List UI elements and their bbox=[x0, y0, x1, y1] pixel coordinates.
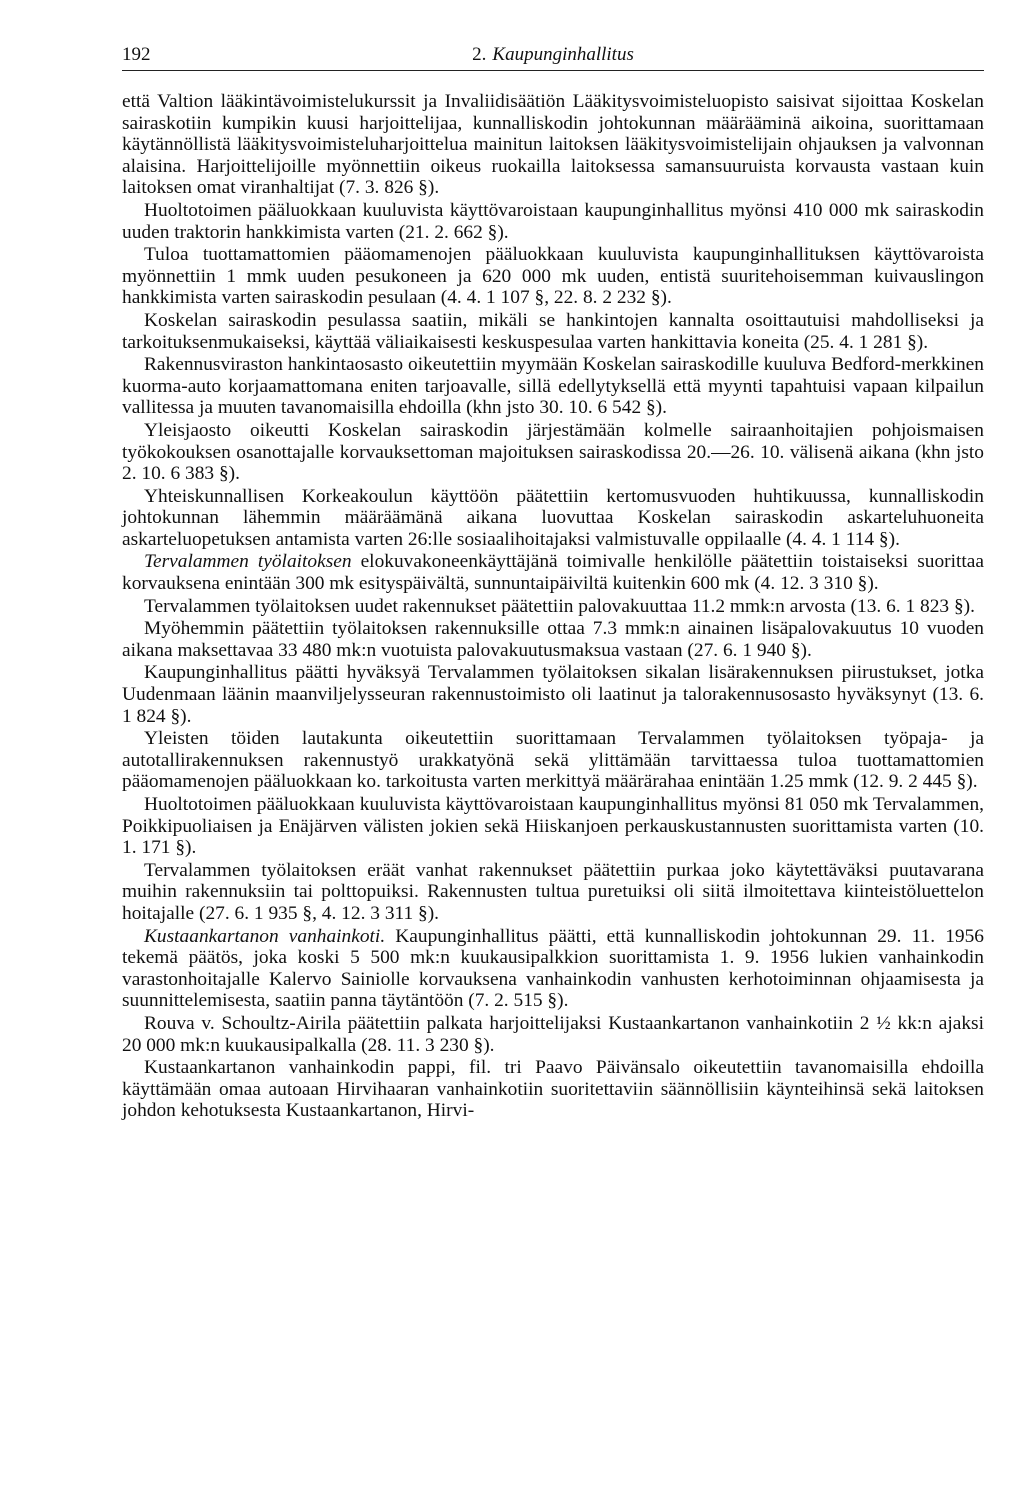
paragraph-text: Kaupunginhallitus päätti hyväksyä Tervalammen työlaitoksen sikalan lisärakennuksen piirustukset, jotka Uudenmaan läänin maanviljelysseuran rakennustoimisto oli laatinut ja talorakennusosasto hyväksynyt (13. 6. 1 824 §). bbox=[122, 662, 984, 727]
paragraph bbox=[122, 200, 984, 243]
paragraph-text: Tuloa tuottamattomien pääomamenojen pääluokkaan kuuluvista kaupunginhallituksen käyttövaroista myönnettiin 1 mmk uuden pesukoneen ja 620 000 mk uuden, entistä suuritehoisemman kuivauslingon hankkimista varten sairaskodin pesulaan (4. 4. 1 107 §, 22. 8. 2 232 §). bbox=[122, 244, 984, 309]
running-header bbox=[122, 38, 984, 71]
paragraph-text: Rakennusviraston hankintaosasto oikeutettiin myymään Koskelan sairaskodille kuuluva Bedford-merkkinen kuorma-auto korjaamattomana eniten tarjoavalle, sillä edellytyksellä että myynti tapahtuisi vapaan kilpailun vallitessa ja muuten tavanomaisilla ehdoilla (khn jsto 30. 10. 6 542 §). bbox=[122, 354, 984, 419]
paragraph-lead: Kustaankartanon vanhainkoti. bbox=[144, 925, 386, 947]
paragraph-text: Huoltotoimen pääluokkaan kuuluvista käyttövaroistaan kaupunginhallitus myönsi 410 000 mk sairaskodin uuden traktorin hankkimista varten (21. 2. 662 §). bbox=[122, 199, 984, 243]
chapter-title: Kaupunginhallitus bbox=[492, 44, 634, 65]
paragraph bbox=[122, 310, 984, 353]
paragraph-text: Yleisjaosto oikeutti Koskelan sairaskodin järjestämään kolmelle sairaanhoitajien pohjoismaisen työkokouksen osanottajalle korvauksettoman majoituksen sairaskodissa 20.—26. 10. välisenä aikana (khn jsto 2. 10. 6 383 §). bbox=[122, 419, 984, 485]
paragraph-text: että Valtion lääkintävoimistelukurssit ja Invaliidisäätiön Lääkitysvoimisteluopisto saisivat sijoittaa Koskelan sairaskotiin kumpikin kuusi harjoittelijaa, kunnalliskodin johtokunnan määrääminä aikoina, suorittamaan käytännöllistä lääkitysvoimisteluharjoittelua mainitun laitoksen lääkitysvoimistelijain ohjauksen ja valvonnan alaisina. Harjoittelijoille myönnettiin oikeus ruokailla laitoksessa samansuuruista korvausta vastaan kuin laitoksen omat viranhaltijat (7. 3. 826 §). bbox=[122, 91, 984, 199]
chapter-number: 2. bbox=[472, 44, 487, 65]
paragraph-text: Yhteiskunnallisen Korkeakoulun käyttöön päätettiin kertomusvuoden huhtikuussa, kunnalliskodin johtokunnan lähemmin määräämänä aikana luovuttaa Koskelan sairaskodin askarteluhuoneita askarteluopetuksen antamista varten 26:lle sosiaalihoitajaksi valmistuvalle oppilaalle (4. 4. 1 114 §). bbox=[122, 485, 984, 550]
paragraph-text: Kustaankartanon vanhainkodin pappi, fil. tri Paavo Päivänsalo oikeutettiin tavanomaisilla ehdoilla käyttämään omaa autoaan Hirvihaaran vanhainkotiin suoritettaviin säännöllisiin käynteihinsä sekä laitoksen johdon kehotuksesta Kustaankartanon, Hirvi- bbox=[122, 1057, 984, 1122]
paragraph-text: Huoltotoimen pääluokkaan kuuluvista käyttövaroistaan kaupunginhallitus myönsi 81 050 mk Tervalammen, Poikkipuoliaisen ja Enäjärven välisten jokien sekä Hiiskanjoen perkauskustannusten suorittamista varten (10. 1. 171 §). bbox=[122, 794, 984, 859]
paragraph bbox=[122, 354, 984, 419]
paragraph bbox=[122, 728, 984, 793]
paragraph-text: Koskelan sairaskodin pesulassa saatiin, mikäli se hankintojen kannalta osoittautuisi mahdolliseksi ja tarkoituksenmukaiseksi, käyttää väliaikaisesti keskuspesulaa varten hankittavia koneita (25. 4. 1 281 §). bbox=[122, 309, 984, 353]
paragraph bbox=[122, 662, 984, 727]
paragraph-text: Tervalammen työlaitoksen uudet rakennukset päätettiin palovakuuttaa 11.2 mmk:n arvosta (13. 6. 1 823 §). bbox=[144, 595, 975, 617]
paragraph-text: Kaupunginhallitus päätti, että kunnalliskodin johtokunnan 29. 11. 1956 tekemä päätös, joka koski 5 500 mk:n kuukausipalkkion suorittamista 1. 9. 1956 lukien vanhainkodin varastonhoitajalle Kalervo Sainiolle korvauksena vanhainkodin vanhusten kerhotoiminnan ohjaamisesta ja suunnittelemisesta, saatiin panna täytäntöön (7. 2. 515 §). bbox=[122, 925, 984, 1012]
paragraph bbox=[122, 794, 984, 859]
paragraph bbox=[122, 1013, 984, 1056]
paragraph bbox=[122, 244, 984, 309]
running-title bbox=[122, 44, 984, 66]
paragraph bbox=[122, 420, 984, 485]
paragraph bbox=[122, 596, 984, 618]
paragraph bbox=[122, 551, 984, 594]
paragraph-text: Yleisten töiden lautakunta oikeutettiin suorittamaan Tervalammen työlaitoksen työpaja- ja autotallirakennuksen rakennustyö urakkatyönä sekä ylittämään tarvittaessa tuloa tuottamattomien pääomamenojen pääluokkaan ko. tarkoitusta varten merkittyä määrärahaa enintään 1.25 mmk (12. 9. 2 445 §). bbox=[122, 728, 984, 793]
paragraph-lead: Tervalammen työlaitoksen bbox=[144, 551, 352, 573]
paragraph bbox=[122, 486, 984, 551]
paragraph-text: Tervalammen työlaitoksen eräät vanhat rakennukset päätettiin purkaa joko käytettäväksi puutavarana muihin rakennuksiin tai polttopuiksi. Rakennusten tultua puretuiksi oli siitä ilmoitettava kiinteistöluettelon hoitajalle (27. 6. 1 935 §, 4. 12. 3 311 §). bbox=[122, 859, 984, 924]
paragraph-text: elokuvakoneenkäyttäjänä toimivalle henkilölle päätettiin toistaiseksi suorittaa korvauksena enintään 300 mk esityspäivältä, sunnuntaipäiviltä kuitenkin 600 mk (4. 12. 3 310 §). bbox=[122, 551, 984, 595]
paragraph bbox=[122, 860, 984, 925]
paragraph bbox=[122, 618, 984, 661]
paragraph-text: Rouva v. Schoultz-Airila päätettiin palkata harjoittelijaksi Kustaankartanon vanhainkotiin 2 ½ kk:n ajaksi 20 000 mk:n kuukausipalkalla (28. 11. 3 230 §). bbox=[122, 1012, 984, 1056]
paragraph bbox=[122, 1057, 984, 1122]
paragraph bbox=[122, 91, 984, 199]
paragraph bbox=[122, 926, 984, 1012]
body-text bbox=[122, 91, 984, 1123]
page-number: 192 bbox=[122, 44, 151, 65]
paragraph-text: Myöhemmin päätettiin työlaitoksen rakennuksille ottaa 7.3 mmk:n ainainen lisäpalovakuutus 10 vuoden aikana maksettavaa 33 480 mk:n vuotuista palovakuutusmaksua vastaan (27. 6. 1 940 §). bbox=[122, 618, 984, 661]
